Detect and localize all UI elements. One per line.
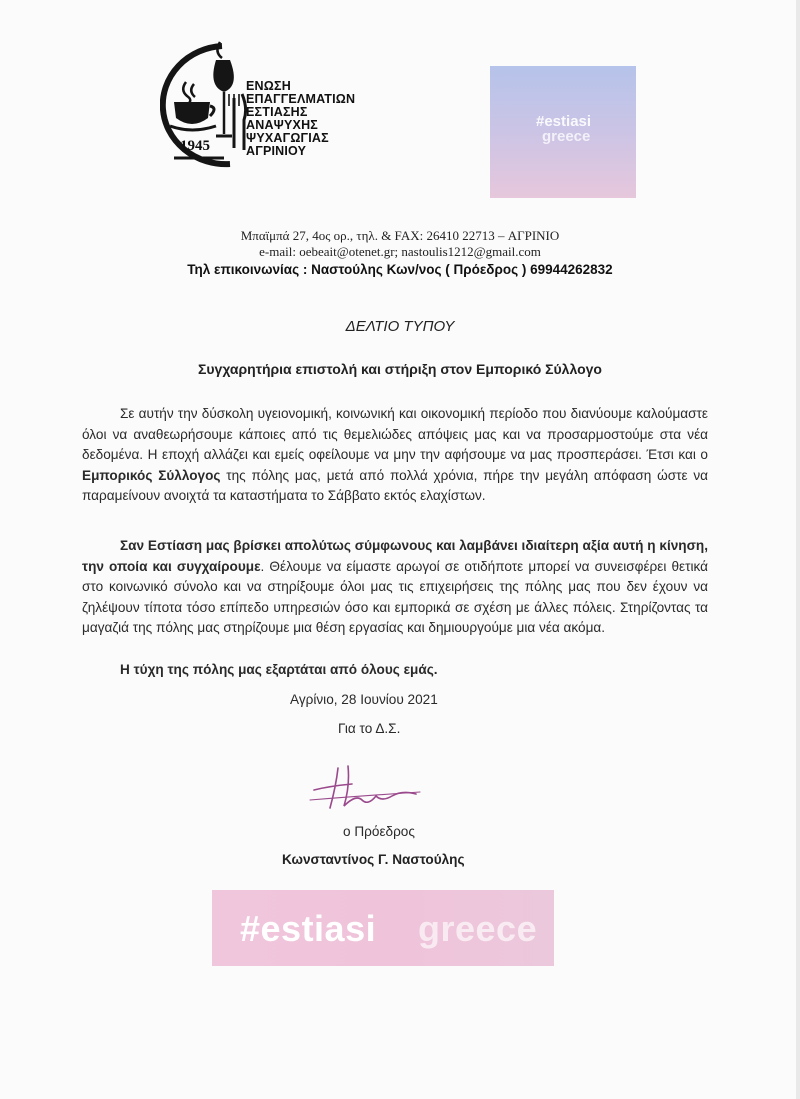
- paragraph-1: [82, 404, 708, 507]
- hashtag-banner: [212, 890, 554, 966]
- document-title: ΔΕΛΤΙΟ ΤΥΠΟΥ: [345, 318, 455, 335]
- paragraph-1-text-a: Σε αυτήν την δύσκολη υγειονομική, κοινωνική και οικονομική περίοδο που διανύουμε καλούμαστε όλοι να αναθεωρήσουμε κάποιες από τις θεμελιώδες απόψεις μας και να προσαρμοστούμε στα νέα δεδομένα. Η εποχή αλλάζει και εμείς οφείλουμε να μην την αφήσουμε να μας προσπεράσει. Έτσι και ο: [82, 406, 708, 462]
- document-subtitle: Συγχαρητήρια επιστολή και στήριξη στον Εμπορικό Σύλλογο: [198, 361, 602, 377]
- contact-block: [0, 228, 800, 279]
- hashtag-line2: greece: [542, 128, 591, 145]
- paragraph-2-text: . Θέλουμε να είμαστε αρωγοί σε οτιδήποτε μπορεί να συνεισφέρει θετικά στο κοινωνικό σύνολο και να στηρίξουμε όλοι μας τις επιχειρήσεις της πόλης μας που δεν έχουν να ζηλέψουν τίποτα τόσο επίπεδο υπηρεσιών όσο και εμπορικά σε σχέση με άλλες πόλεις. Στηρίζοντας τα μαγαζιά της πόλης μας στηρίζουμε μια θέση εργασίας και δημιουργούμε μια νέα ακόμα.: [82, 558, 708, 635]
- paragraph-3: Η τύχη της πόλης μας εξαρτάται από όλους εμάς.: [120, 662, 438, 677]
- banner-hashtag-suffix: greece: [418, 908, 538, 949]
- association-logo: [160, 38, 400, 168]
- for-board-line: Για το Δ.Σ.: [338, 721, 401, 736]
- org-name-line: ΨΥΧΑΓΩΓΙΑΣ: [246, 131, 329, 145]
- phone-line: Τηλ επικοινωνίας : Ναστούλης Κων/νος ( Πρόεδρος ) 69944262832: [187, 262, 613, 277]
- date-line: Αγρίνιο, 28 Ιουνίου 2021: [290, 692, 438, 707]
- paragraph-1-bold: Εμπορικός Σύλλογος: [82, 467, 221, 483]
- org-name-line: ΑΝΑΨΥΧΗΣ: [246, 118, 318, 132]
- paragraph-2-bold: Σαν Εστίαση μας βρίσκει απολύτως σύμφωνους και λαμβάνει ιδιαίτερη αξία αυτή η κίνηση, την οποία και συγχαίρουμε: [82, 538, 708, 574]
- logo-year: 1945: [180, 138, 210, 154]
- president-name: Κωνσταντίνος Γ. Ναστούλης: [282, 852, 465, 867]
- hashtag-line1: #estiasi: [536, 113, 592, 130]
- paragraph-1-text-b: της πόλης μας, μετά από πολλά χρόνια, πήρε την μεγάλη απόφαση ώστε να παραμείνουν ανοιχτά τα καταστήματα το Σάββατο εκτός ελαχίστων.: [82, 467, 708, 503]
- hashtag-graphic: [490, 66, 636, 198]
- org-name-line: ΑΓΡΙΝΙΟΥ: [246, 144, 307, 158]
- paragraph-2: [82, 536, 708, 639]
- org-name-line: ΕΠΑΓΓΕΛΜΑΤΙΩΝ: [246, 92, 356, 106]
- banner-hashtag: #estiasi: [240, 908, 377, 949]
- president-role: ο Πρόεδρος: [343, 824, 415, 839]
- signature-icon: [300, 756, 430, 816]
- address-line: Μπαϊμπά 27, 4ος ορ., τηλ. & FAX: 26410 22713 – ΑΓΡΙΝΙΟ: [240, 228, 560, 243]
- org-name-line: ΕΝΩΣΗ: [246, 79, 291, 93]
- organization-name: [246, 80, 355, 158]
- org-name-line: ΕΣΤΙΑΣΗΣ: [246, 105, 308, 119]
- email-line: e-mail: oebeait@otenet.gr; nastoulis1212@gmail.com: [259, 244, 541, 259]
- page-edge: [796, 0, 800, 1099]
